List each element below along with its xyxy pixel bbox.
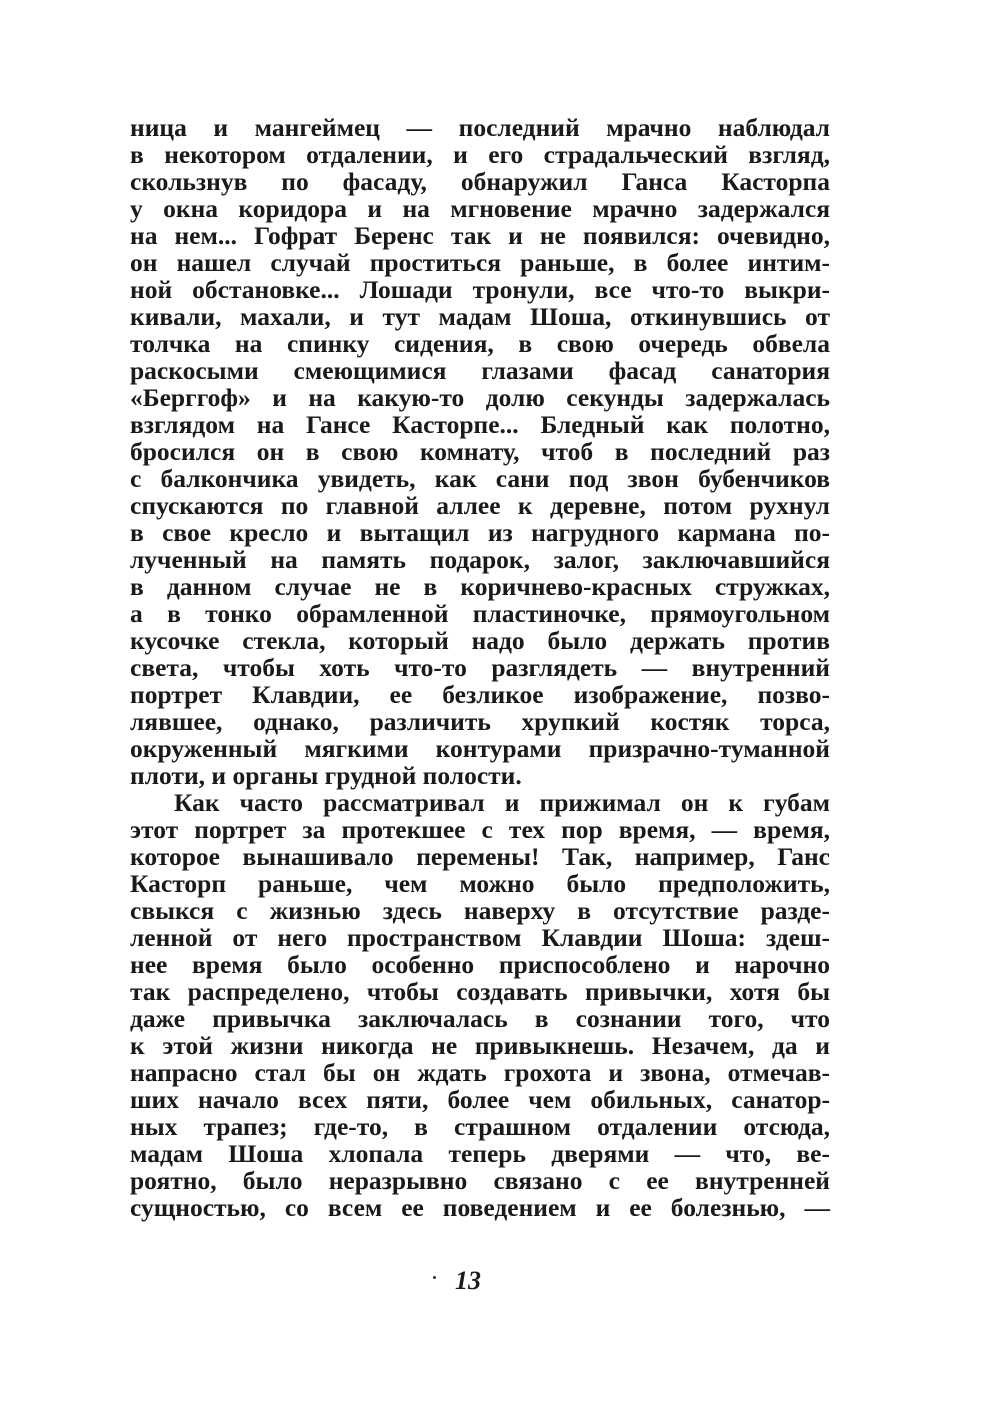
text-line: толчка на спинку сидения, в свою очередь обвела (130, 329, 830, 358)
text-line: напрасно стал бы он ждать грохота и звона, отмечав- (130, 1058, 830, 1087)
text-line: к этой жизни никогда не привыкнешь. Незачем, да и (130, 1031, 830, 1060)
text-line: кивали, махали, и тут мадам Шоша, откинувшись от (130, 302, 830, 331)
text-line: в некотором отдалении, и его страдальческий взгляд, (130, 140, 830, 169)
text-line: ных трапез; где-то, в страшном отдалении отсюда, (130, 1112, 830, 1141)
text-line: на нем... Гофрат Беренс так и не появился: очевидно, (130, 221, 830, 250)
text-line: так распределено, чтобы создавать привычки, хотя бы (130, 977, 830, 1006)
text-line: Как часто рассматривал и прижимал он к губам (174, 788, 830, 817)
text-line: кусочке стекла, который надо было держать против (130, 626, 830, 655)
text-line: нее время было особенно приспособлено и нарочно (130, 950, 830, 979)
text-line: скользнув по фасаду, обнаружил Ганса Касторпа (130, 167, 830, 196)
text-line: ших начало всех пяти, более чем обильных, санатор- (130, 1085, 830, 1114)
text-line: плоти, и органы грудной полости. (130, 761, 522, 790)
text-line: ленной от него пространством Клавдии Шоша: здеш- (130, 923, 830, 952)
text-line: этот портрет за протекшее с тех пор время, — время, (130, 815, 830, 844)
page-number: 13 (455, 1266, 481, 1295)
print-speck (433, 1276, 436, 1279)
body-text (130, 114, 830, 1221)
text-line: лявшее, однако, различить хрупкий костяк торса, (130, 707, 830, 736)
text-line: мадам Шоша хлопала теперь дверями — что, ве- (130, 1139, 830, 1168)
text-line: в данном случае не в коричнево-красных стружках, (130, 572, 830, 601)
text-line: которое вынашивало перемены! Так, например, Ганс (130, 842, 830, 871)
text-line: ница и мангеймец — последний мрачно наблюдал (130, 113, 830, 142)
text-line: окруженный мягкими контурами призрачно-туманной (130, 734, 830, 763)
text-line: ной обстановке... Лошади тронули, все что-то выкри- (130, 275, 830, 304)
text-line: Касторп раньше, чем можно было предположить, (130, 869, 830, 898)
text-line: свыкся с жизнью здесь наверху в отсутствие разде- (130, 896, 830, 925)
text-line: бросился он в свою комнату, чтоб в последний раз (130, 437, 830, 466)
text-line: даже привычка заключалась в сознании того, что (130, 1004, 830, 1033)
text-line: спускаются по главной аллее к деревне, потом рухнул (130, 491, 830, 520)
text-line: взглядом на Гансе Касторпе... Бледный как полотно, (130, 410, 830, 439)
text-line: он нашел случай проститься раньше, в более интим- (130, 248, 830, 277)
text-line: роятно, было неразрывно связано с ее внутренней (130, 1166, 830, 1195)
text-line: сущностью, со всем ее поведением и ее болезнью, — (130, 1193, 830, 1222)
text-line: «Берггоф» и на какую-то долю секунды задержалась (130, 383, 830, 412)
text-line: с балкончика увидеть, как сани под звон бубенчиков (130, 464, 830, 493)
text-line: у окна коридора и на мгновение мрачно задержался (130, 194, 830, 223)
text-line: портрет Клавдии, ее безликое изображение, позво- (130, 680, 830, 709)
text-line: в свое кресло и вытащил из нагрудного кармана по- (130, 518, 830, 547)
text-line: лученный на память подарок, залог, заключавшийся (130, 545, 830, 574)
text-line: раскосыми смеющимися глазами фасад санатория (130, 356, 830, 385)
text-line: света, чтобы хоть что-то разглядеть — внутренний (130, 653, 830, 682)
text-line: а в тонко обрамленной пластиночке, прямоугольном (130, 599, 830, 628)
